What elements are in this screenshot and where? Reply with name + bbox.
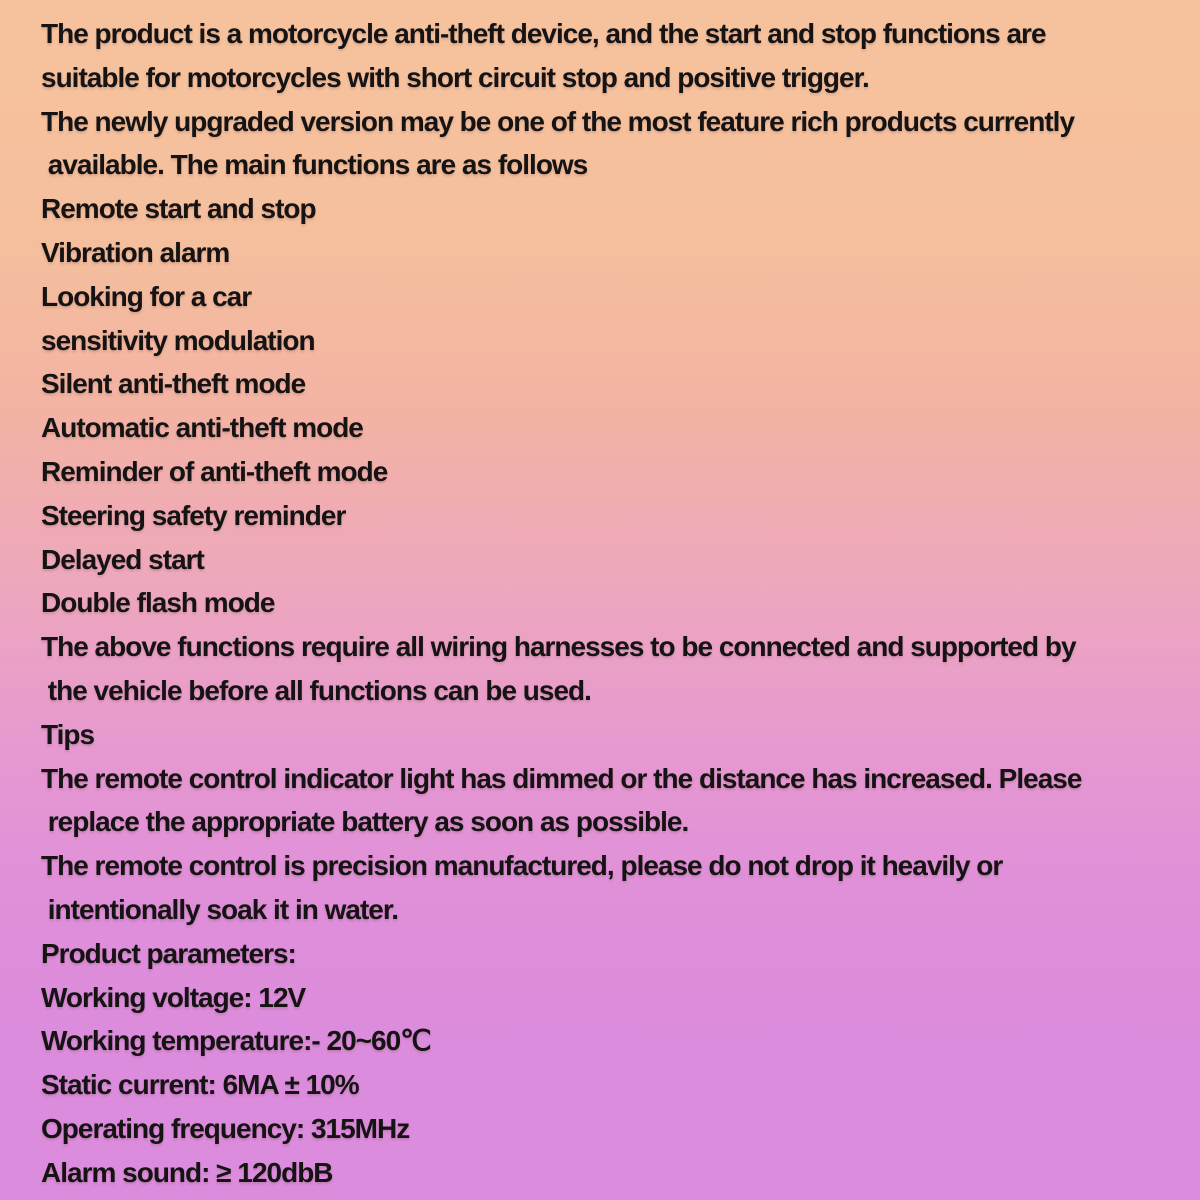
text-line: Alarm sound: ≥ 120dbB (41, 1156, 333, 1188)
text-line: available. The main functions are as follows (41, 149, 588, 181)
text-line: suitable for motorcycles with short circuit stop and positive trigger. (41, 61, 869, 93)
text-line: replace the appropriate battery as soon as possible. (41, 806, 689, 838)
text-line: Automatic anti-theft mode (41, 412, 363, 444)
text-line: Tips (41, 718, 95, 750)
text-line: Delayed start (41, 543, 204, 575)
text-line: Double flash mode (41, 587, 275, 619)
text-line: The product is a motorcycle anti-theft device, and the start and stop functions are (41, 18, 1046, 49)
text-line: Vibration alarm (41, 236, 230, 268)
text-line: Silent anti-theft mode (41, 368, 306, 400)
text-line: Working temperature:- 20~60℃ (41, 1025, 431, 1057)
text-line: The remote control indicator light has dimmed or the distance has increased. Please (41, 762, 1082, 794)
text-line: Product parameters: (41, 937, 296, 969)
text-line: intentionally soak it in water. (41, 893, 398, 925)
text-line: The above functions require all wiring harnesses to be connected and supported by (41, 631, 1076, 663)
text-line: Static current: 6MA ± 10% (41, 1069, 359, 1101)
text-line: The remote control is precision manufactured, please do not drop it heavily or (41, 850, 1003, 882)
text-line: Steering safety reminder (41, 499, 346, 531)
text-line: Operating frequency: 315MHz (41, 1112, 410, 1144)
text-line: Reminder of anti-theft mode (41, 455, 388, 487)
text-line: sensitivity modulation (41, 324, 315, 356)
text-line: The newly upgraded version may be one of the most feature rich products currently (41, 105, 1075, 137)
text-line: Remote start and stop (41, 193, 316, 225)
text-line: the vehicle before all functions can be used. (41, 674, 591, 706)
text-line: Working voltage: 12V (41, 981, 306, 1013)
text-line: Looking for a car (41, 280, 252, 312)
